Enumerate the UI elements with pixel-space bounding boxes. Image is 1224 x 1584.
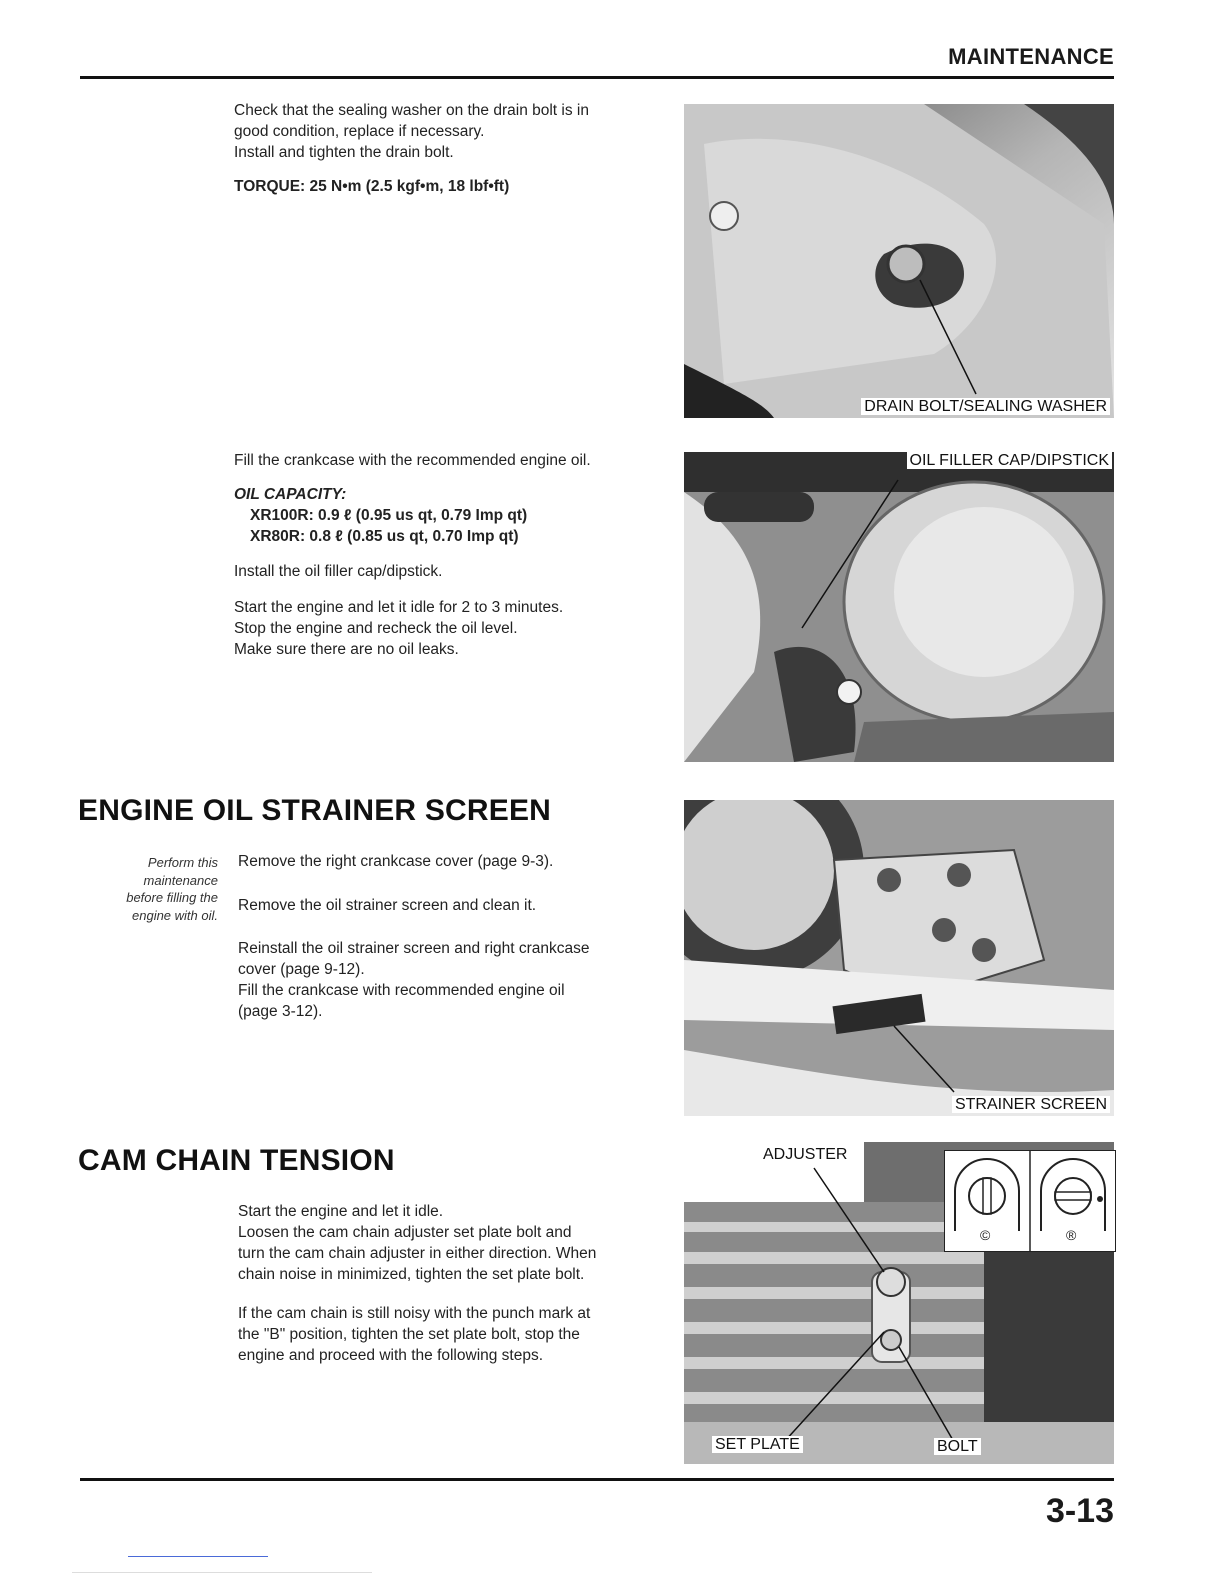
oil-fill-instructions (234, 450, 674, 660)
adjuster-label: ADJUSTER (760, 1146, 850, 1164)
text-line: Fill the crankcase with the recommended engine oil. (234, 452, 591, 469)
strainer-instructions (238, 851, 676, 1022)
footer-faint-line (72, 1572, 372, 1573)
side-note: Perform this maintenance before filling the engine with oil. (126, 855, 218, 923)
photo-caption: DRAIN BOLT/SEALING WASHER (861, 398, 1110, 416)
torque-spec: TORQUE: 25 N•m (2.5 kgf•m, 18 lbf•ft) (234, 178, 510, 195)
text-line: Remove the oil strainer screen and clean it. (238, 897, 537, 914)
text-line: Make sure there are no oil leaks. (234, 641, 459, 658)
text-line: engine and proceed with the following steps. (238, 1347, 544, 1364)
drain-bolt-photo-illustration (684, 104, 1114, 418)
section-header: MAINTENANCE (948, 44, 1114, 69)
mark-c-label: © (980, 1227, 991, 1243)
oil-capacity-label: OIL CAPACITY: (234, 486, 347, 503)
text-line: chain noise in minimized, tighten the set plate bolt. (238, 1266, 585, 1283)
footer-link-line (128, 1556, 268, 1557)
drain-bolt-photo (684, 104, 1114, 418)
oil-filler-photo-illustration (684, 452, 1114, 762)
punch-mark-inset (944, 1150, 1116, 1252)
text-line: If the cam chain is still noisy with the punch mark at (238, 1305, 591, 1322)
oil-capacity-xr80: XR80R: 0.8 ℓ (0.85 us qt, 0.70 Imp qt) (250, 528, 519, 545)
section-title-strainer: ENGINE OIL STRAINER SCREEN (78, 794, 552, 827)
text-line: Loosen the cam chain adjuster set plate bolt and (238, 1224, 572, 1241)
text-line: turn the cam chain adjuster in either direction. When (238, 1245, 597, 1262)
page-number: 3-13 (1045, 1492, 1114, 1530)
top-rule (80, 76, 1114, 79)
text-line: Install and tighten the drain bolt. (234, 144, 454, 161)
drain-bolt-instructions (234, 100, 674, 197)
text-line: the "B" position, tighten the set plate bolt, stop the (238, 1326, 580, 1343)
text-line: Remove the right crankcase cover (page 9-3). (238, 853, 554, 870)
photo-caption: STRAINER SCREEN (952, 1096, 1110, 1114)
strainer-screen-photo-illustration (684, 800, 1114, 1116)
text-line: Fill the crankcase with recommended engine oil (238, 982, 565, 999)
oil-filler-photo (684, 452, 1114, 762)
punch-mark-diagram (945, 1151, 1115, 1251)
oil-capacity-xr100: XR100R: 0.9 ℓ (0.95 us qt, 0.79 Imp qt) (250, 507, 528, 524)
text-line: Start the engine and let it idle. (238, 1203, 444, 1220)
text-line: Install the oil filler cap/dipstick. (234, 563, 443, 580)
text-line: cover (page 9-12). (238, 961, 365, 978)
mark-b-label: ® (1066, 1227, 1077, 1243)
section-title-cam-chain: CAM CHAIN TENSION (78, 1144, 395, 1177)
strainer-screen-photo (684, 800, 1114, 1116)
text-line: Reinstall the oil strainer screen and right crankcase (238, 940, 590, 957)
text-line: Start the engine and let it idle for 2 to 3 minutes. (234, 599, 564, 616)
text-line: good condition, replace if necessary. (234, 123, 485, 140)
text-line: (page 3-12). (238, 1003, 323, 1020)
bolt-label: BOLT (934, 1438, 981, 1456)
text-line: Check that the sealing washer on the drain bolt is in (234, 102, 589, 119)
cam-chain-instructions (238, 1201, 676, 1366)
cam-chain-photo (684, 1142, 1114, 1464)
photo-caption: OIL FILLER CAP/DIPSTICK (907, 452, 1112, 470)
set-plate-label: SET PLATE (712, 1436, 803, 1454)
bottom-rule (80, 1478, 1114, 1481)
text-line: Stop the engine and recheck the oil level. (234, 620, 518, 637)
